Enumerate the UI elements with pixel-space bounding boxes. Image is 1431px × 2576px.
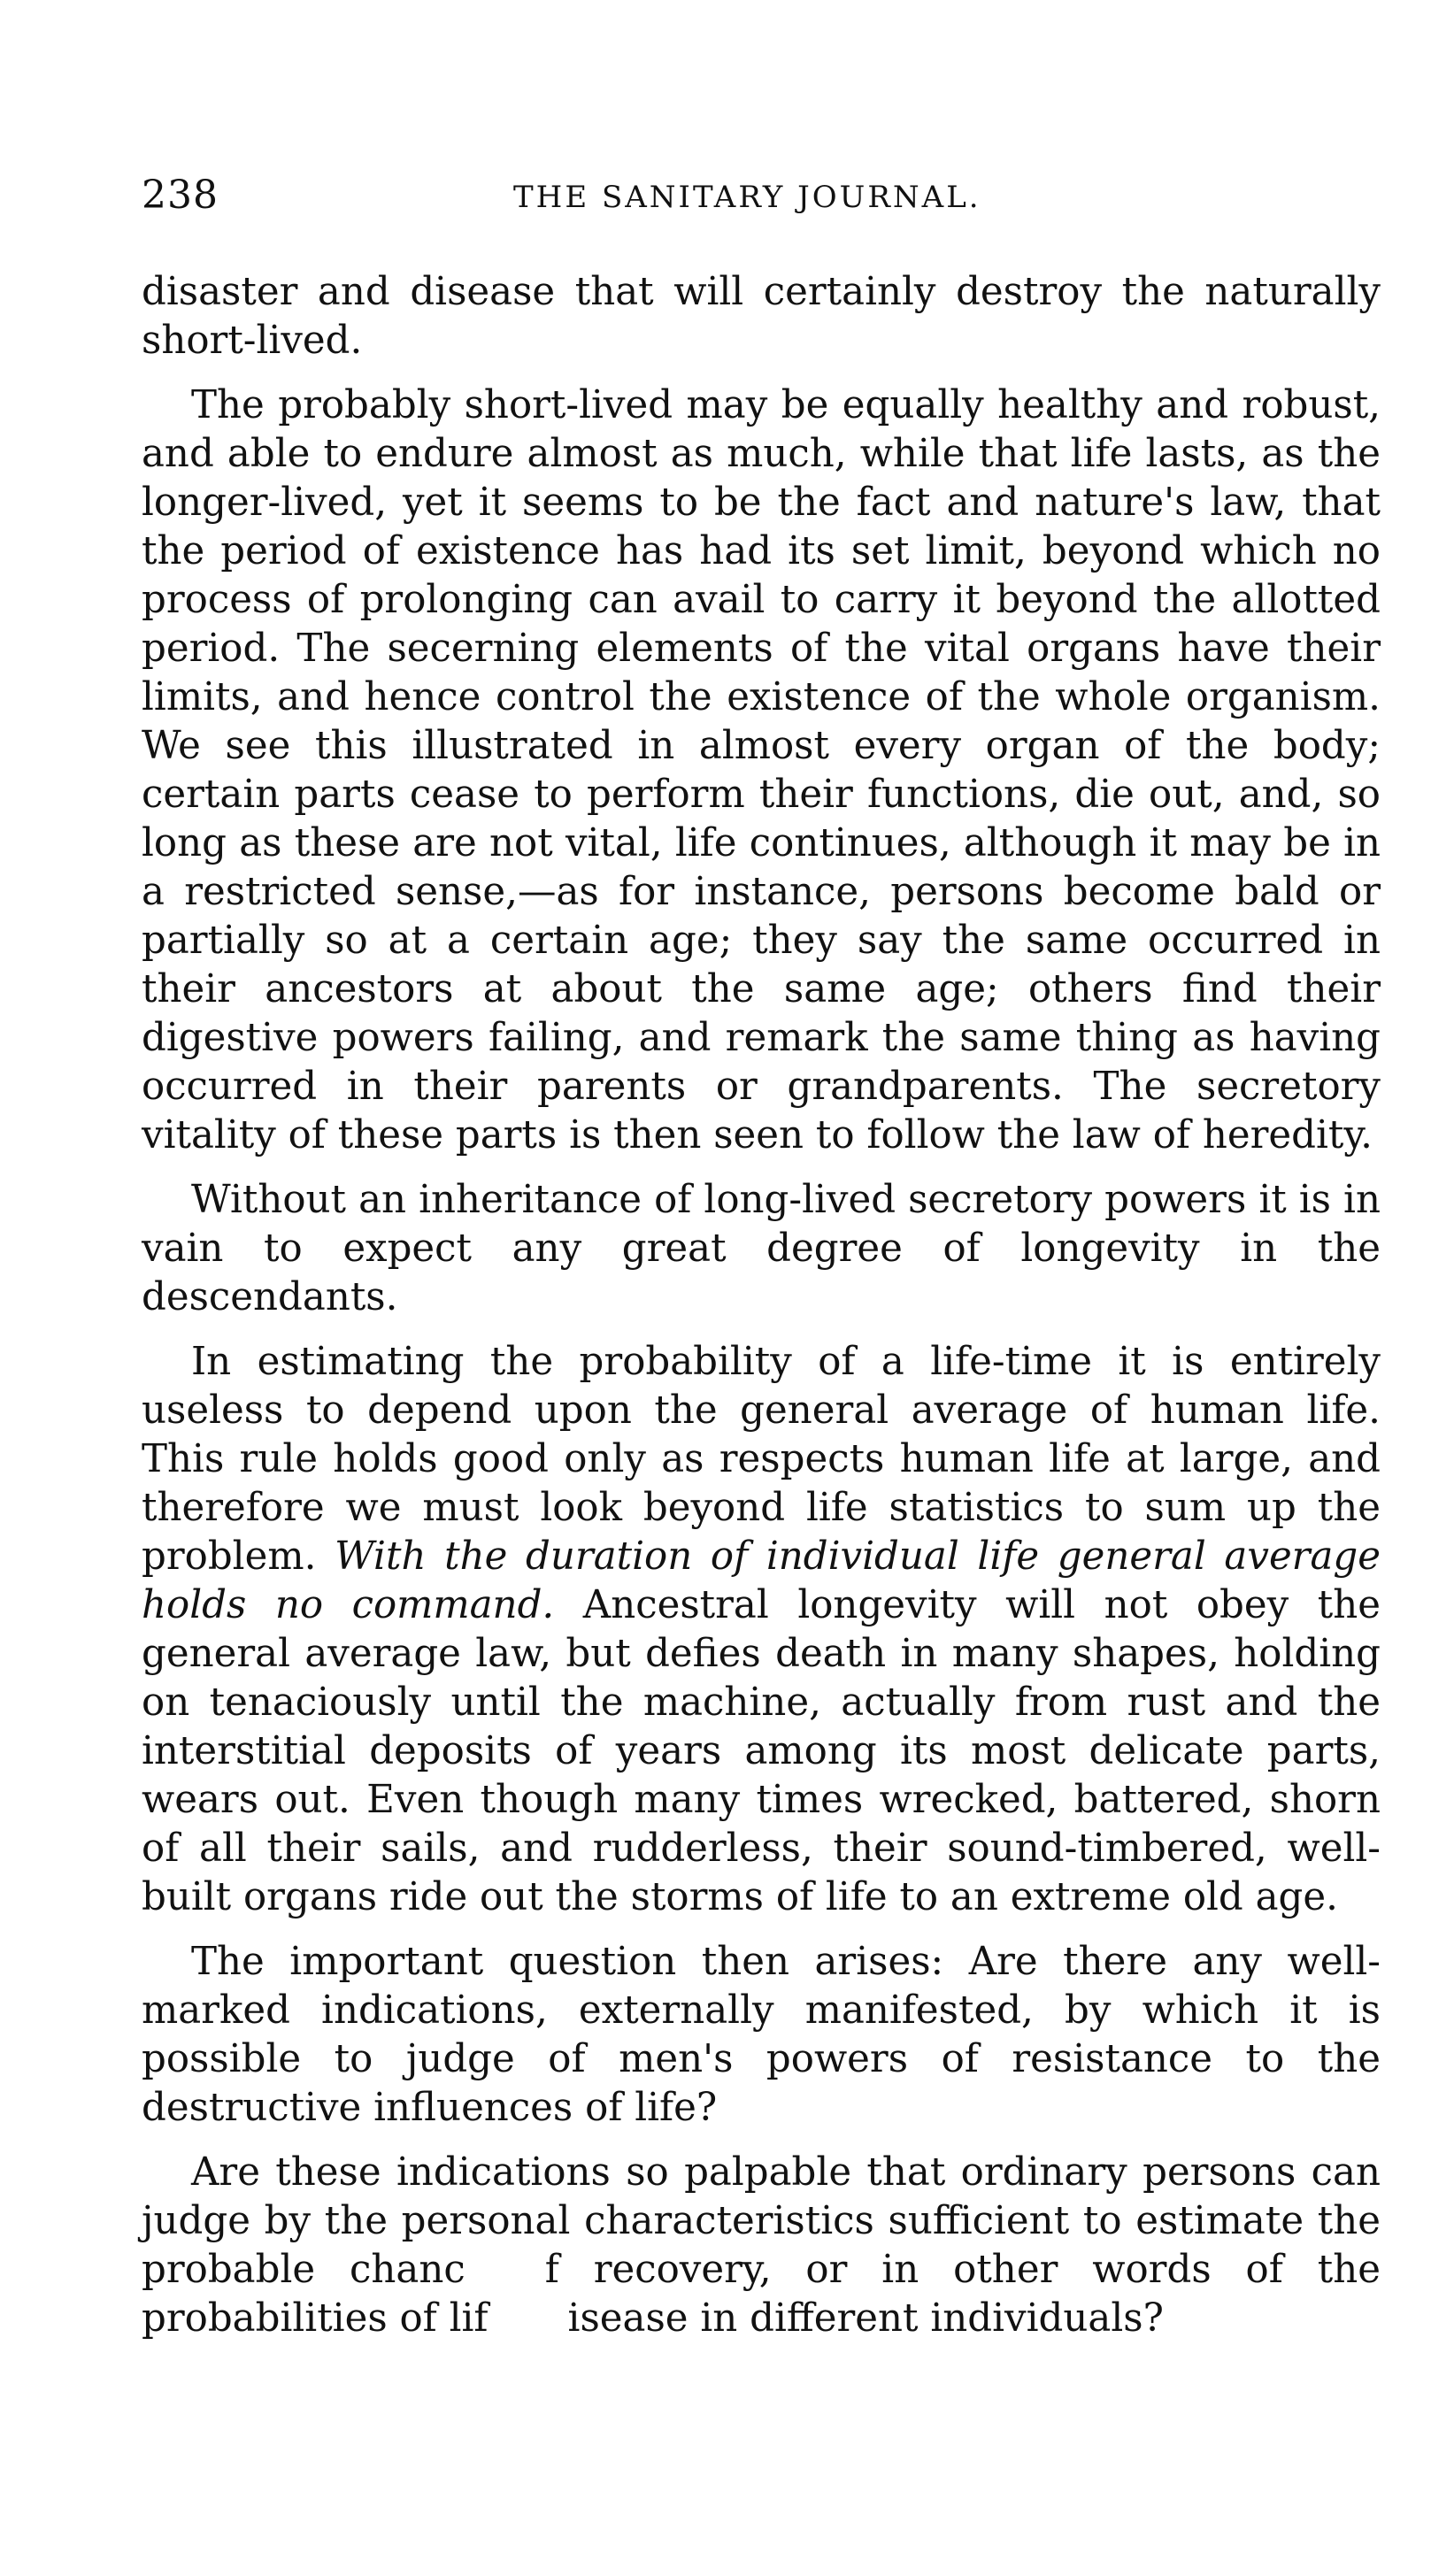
paragraph-inheritance: Without an inheritance of long-lived secretory powers it is in vain to expect any great degree of longevity in the descendants. xyxy=(142,1178,1381,1319)
paragraph-estimating-text: In estimating the probability of a life-time it is entirely useless to depend upon the general average of human life. This rule holds good only as respects human life at large, and therefore we must look beyond life statistics to sum up the problem. xyxy=(142,1340,1381,1579)
page-number: 238 xyxy=(142,173,219,218)
paragraph-estimating-continued: Ancestral longevity will not obey the general average law, but defies death in many shapes, holding on tenaciously until the machine, actually from rust and the interstitial deposits of years among its most delicate parts, wears out. Even though many times wrecked, battered, shorn of all their sails, and rudderless, their sound-timbered, well-built organs ride out the storms of life to an extreme old age. xyxy=(142,1583,1381,1919)
paragraph-estimating xyxy=(142,1338,1381,1922)
journal-title: THE SANITARY JOURNAL. xyxy=(513,180,981,215)
italic-emphasis: With the duration of individual life general average holds no command. xyxy=(142,1534,1381,1627)
paragraph-indications-middle: f recovery, or in other words of the probabilities of lif xyxy=(142,2248,1381,2341)
paragraph-continuation: disaster and disease that will certainly destroy the naturally short-lived. xyxy=(142,270,1381,363)
book-page xyxy=(142,173,1381,2343)
paragraph-indications xyxy=(142,2149,1381,2343)
running-head xyxy=(142,173,1381,226)
paragraph-indications-end: isease in different individuals? xyxy=(567,2296,1164,2341)
paragraph-indications-text: Are these indications so palpable that ordinary persons can judge by the personal characteristics sufficient to estimate the probable chanc xyxy=(142,2150,1381,2292)
paragraph-question: The important question then arises: Are there any well-marked indications, externally manifested, by which it is possible to judge of men's powers of resistance to the destructive influences of life? xyxy=(142,1940,1381,2130)
body-text xyxy=(142,268,1381,2343)
paragraph-short-lived: The probably short-lived may be equally healthy and robust, and able to endure almost as much, while that life lasts, as the longer-lived, yet it seems to be the fact and nature's law, that the period of existence has had its set limit, beyond which no process of prolonging can avail to carry it beyond the allotted period. The secerning elements of the vital organs have their limits, and hence control the existence of the whole organism. We see this illustrated in almost every organ of the body; certain parts cease to perform their functions, die out, and, so long as these are not vital, life continues, although it may be in a restricted sense,—as for instance, persons become bald or partially so at a certain age; they say the same occurred in their ancestors at about the same age; others find their digestive powers failing, and remark the same thing as having occurred in their parents or grandparents. The secretory vitality of these parts is then seen to follow the law of heredity. xyxy=(142,383,1381,1157)
